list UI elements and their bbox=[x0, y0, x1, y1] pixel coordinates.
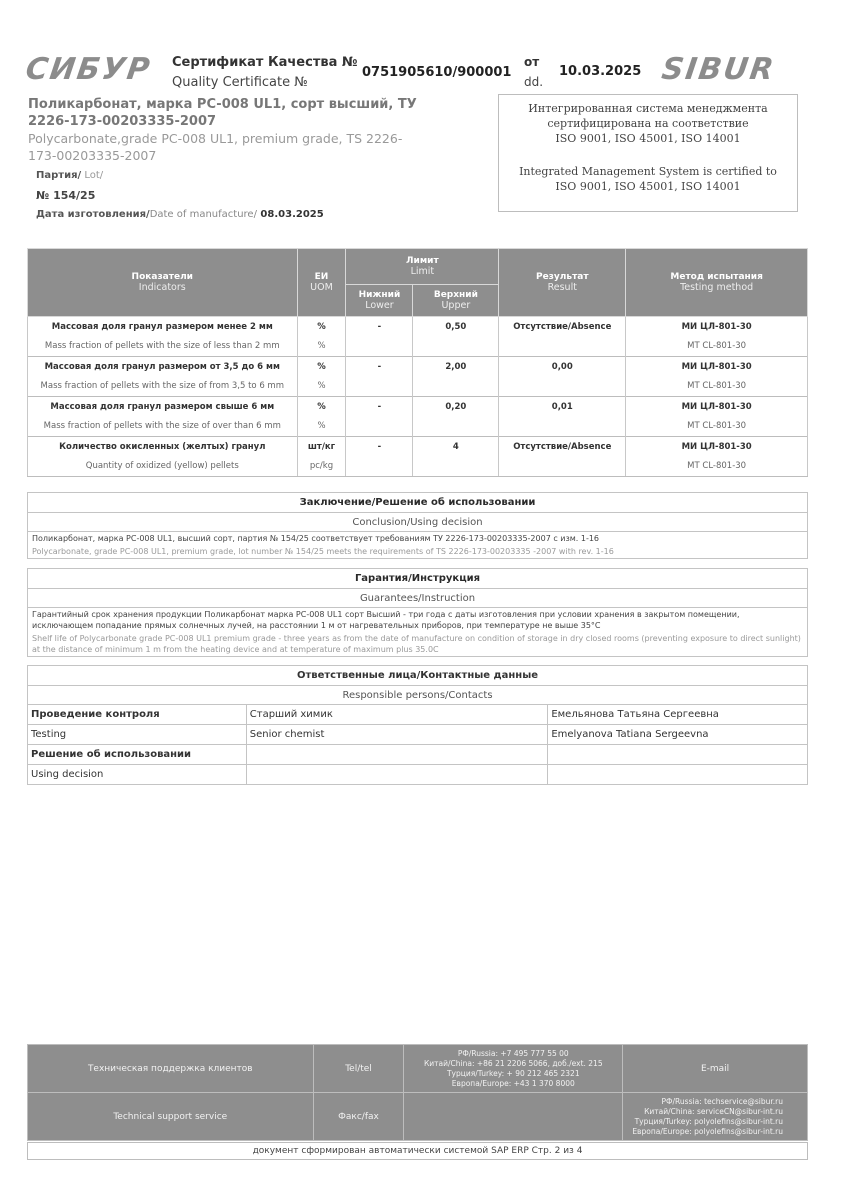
guarantee-text-en: Shelf life of Polycarbonate grade PC-008 UL1 premium grade - three years as from the date of manufacture on condition of storage in dry closed rooms (preventing exposure to direct sunlight) at the distance of minimum 1 m from the heating device and at temperature of maximum plus 35.0C bbox=[28, 632, 808, 657]
certificate-title-ru: Сертификат Качества № bbox=[172, 55, 358, 70]
table-row: Testing Senior chemist Emelyanova Tatiana Sergeevna bbox=[28, 725, 808, 745]
table-row: Mass fraction of pellets with the size of less than 2 mm % MT CL-801-30 bbox=[28, 337, 808, 357]
ims-ru-line2: сертифицирована на соответствие bbox=[547, 117, 749, 130]
conclusion-text-en: Polycarbonate, grade PC-008 UL1, premium grade, lot number № 154/25 meets the requirements of TS 2226-173-00203335 -2007 with rev. 1-16 bbox=[28, 545, 808, 559]
email-list bbox=[623, 1093, 808, 1141]
guarantee-section bbox=[27, 568, 808, 657]
header-upper: Верхний Upper bbox=[413, 285, 499, 317]
certificate-number: 0751905610/900001 bbox=[362, 65, 512, 80]
ims-certification-box bbox=[498, 94, 798, 212]
ims-en-line1: Integrated Management System is certified to bbox=[519, 165, 777, 178]
date-label-ru: от bbox=[524, 55, 540, 69]
table-row: Mass fraction of pellets with the size of from 3,5 to 6 mm % MT CL-801-30 bbox=[28, 377, 808, 397]
email-link[interactable]: Китай/China: serviceCN@sibur-int.ru bbox=[644, 1106, 783, 1116]
mfg-date-value: 08.03.2025 bbox=[256, 209, 324, 220]
support-label-ru: Техническая поддержка клиентов bbox=[28, 1045, 314, 1093]
lot-label bbox=[36, 170, 103, 181]
header-lower: Нижний Lower bbox=[346, 285, 413, 317]
conclusion-text-ru: Поликарбонат, марка PC-008 UL1, высший сорт, партия № 154/25 соответствует требованиям ТУ 2226-173-00203335-2007 с изм. 1-16 bbox=[28, 532, 808, 546]
responsible-persons-section bbox=[27, 665, 808, 785]
guarantee-title-en: Guarantees/Instruction bbox=[28, 589, 808, 608]
guarantee-title-ru: Гарантия/Инструкция bbox=[28, 569, 808, 589]
support-footer bbox=[27, 1044, 808, 1141]
header-result: Результат Result bbox=[499, 249, 626, 317]
lot-number: № 154/25 bbox=[36, 189, 96, 202]
support-label-en: Technical support service bbox=[28, 1093, 314, 1141]
header-limit: Лимит Limit bbox=[346, 249, 499, 285]
mfg-label-ru: Дата изготовления/ bbox=[36, 209, 150, 220]
sibur-logo-en: SIBUR bbox=[659, 52, 778, 87]
table-row: Решение об использовании bbox=[28, 745, 808, 765]
fax-label: Факс/fax bbox=[313, 1093, 404, 1141]
responsible-title-en: Responsible persons/Contacts bbox=[28, 686, 808, 705]
email-link[interactable]: РФ/Russia: techservice@sibur.ru bbox=[661, 1096, 783, 1106]
sibur-logo-ru: СИБУР bbox=[23, 52, 154, 87]
email-link[interactable]: Турция/Turkey: polyolefins@sibur-int.ru bbox=[634, 1116, 783, 1126]
email-label: E-mail bbox=[623, 1045, 808, 1093]
header-uom: ЕИ UOM bbox=[297, 249, 346, 317]
table-row: Массовая доля гранул размером менее 2 мм % - 0,50 Отсутствие/Absence МИ ЦЛ-801-30 bbox=[28, 317, 808, 337]
test-results-table bbox=[27, 248, 808, 477]
product-name-ru: Поликарбонат, марка PC-008 UL1, сорт высший, ТУ 2226-173-00203335-2007 bbox=[28, 97, 417, 129]
header-indicators: Показатели Indicators bbox=[28, 249, 298, 317]
date-label-en: dd. bbox=[524, 75, 544, 89]
certificate-title-en: Quality Certificate № bbox=[172, 75, 308, 90]
email-link[interactable]: Европа/Europe: polyolefins@sibur-int.ru bbox=[632, 1126, 783, 1136]
ims-ru-line3: ISO 9001, ISO 45001, ISO 14001 bbox=[555, 132, 741, 145]
header-method: Метод испытания Testing method bbox=[626, 249, 808, 317]
product-name-en: Polycarbonate,grade PC-008 UL1, premium grade, TS 2226-173-00203335-2007 bbox=[28, 131, 403, 163]
table-row: Проведение контроля Старший химик Емельянова Татьяна Сергеевна bbox=[28, 705, 808, 725]
certificate-date: 10.03.2025 bbox=[559, 64, 642, 79]
table-row: Quantity of oxidized (yellow) pellets pc/kg MT CL-801-30 bbox=[28, 457, 808, 477]
mfg-label-en: Date of manufacture/ bbox=[149, 209, 257, 220]
responsible-title-ru: Ответственные лица/Контактные данные bbox=[28, 666, 808, 686]
table-row: Using decision bbox=[28, 765, 808, 785]
table-row: Массовая доля гранул размером свыше 6 мм % - 0,20 0,01 МИ ЦЛ-801-30 bbox=[28, 397, 808, 417]
ims-ru-line1: Интегрированная система менеджмента bbox=[528, 102, 768, 115]
table-row: Количество окисленных (желтых) гранул шт/кг - 4 Отсутствие/Absence МИ ЦЛ-801-30 bbox=[28, 437, 808, 457]
lot-label-en: Lot/ bbox=[81, 170, 104, 181]
conclusion-title-en: Conclusion/Using decision bbox=[28, 513, 808, 532]
sap-generated-note: документ сформирован автоматически системой SAP ERP Стр. 2 из 4 bbox=[27, 1142, 808, 1160]
phone-list: РФ/Russia: +7 495 777 55 00 Китай/China: +86 21 2206 5066, доб./ext. 215 Турция/Turkey: + 90 212 465 2321 Европа/Europe: +43 1 370 8000 bbox=[404, 1045, 623, 1093]
table-row: Массовая доля гранул размером от 3,5 до 6 мм % - 2,00 0,00 МИ ЦЛ-801-30 bbox=[28, 357, 808, 377]
manufacture-date bbox=[36, 209, 324, 220]
conclusion-title-ru: Заключение/Решение об использовании bbox=[28, 493, 808, 513]
ims-en-line2: ISO 9001, ISO 45001, ISO 14001 bbox=[555, 180, 741, 193]
table-row: Mass fraction of pellets with the size of over than 6 mm % MT CL-801-30 bbox=[28, 417, 808, 437]
tel-label: Tel/tel bbox=[313, 1045, 404, 1093]
guarantee-text-ru: Гарантийный срок хранения продукции Поликарбонат марка PC-008 UL1 сорт Высший - три года с даты изготовления при условии хранения в закрытом помещении, исключающем попадание прямых солнечных лучей, на расстоянии 1 м от нагревательных приборов, при температуре не выше 35°С bbox=[28, 608, 808, 633]
conclusion-section bbox=[27, 492, 808, 559]
lot-label-ru: Партия/ bbox=[36, 170, 82, 181]
